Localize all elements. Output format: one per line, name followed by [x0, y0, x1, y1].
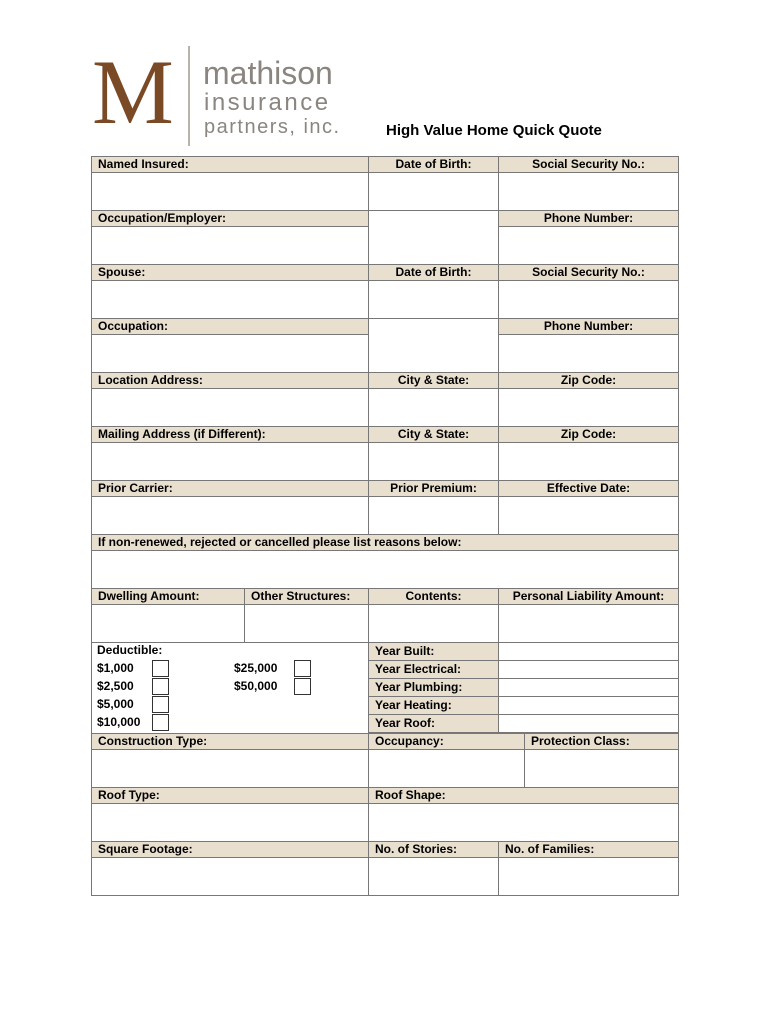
spouse-label: Spouse:: [91, 264, 369, 281]
phone-number-label: Phone Number:: [498, 210, 679, 227]
year-roof-label: Year Roof:: [368, 714, 499, 733]
year-heating-label: Year Heating:: [368, 696, 499, 715]
spouse-ssn-field[interactable]: [498, 280, 679, 319]
form-title: High Value Home Quick Quote: [386, 122, 602, 139]
other-structures-field[interactable]: [244, 604, 369, 643]
ssn-field[interactable]: [498, 172, 679, 211]
deductible-1000-checkbox[interactable]: [152, 660, 169, 677]
year-heating-field[interactable]: [498, 696, 679, 715]
roof-type-label: Roof Type:: [91, 787, 369, 804]
prior-carrier-label: Prior Carrier:: [91, 480, 369, 497]
blank-cell: [368, 210, 499, 265]
prior-carrier-field[interactable]: [91, 496, 369, 535]
effective-date-field[interactable]: [498, 496, 679, 535]
deductible-5000-checkbox[interactable]: [152, 696, 169, 713]
location-address-field[interactable]: [91, 388, 369, 427]
dwelling-amount-label: Dwelling Amount:: [91, 588, 245, 605]
square-footage-label: Square Footage:: [91, 841, 369, 858]
spouse-dob-label: Date of Birth:: [368, 264, 499, 281]
personal-liability-label: Personal Liability Amount:: [498, 588, 679, 605]
named-insured-field[interactable]: [91, 172, 369, 211]
deductible-10000-checkbox[interactable]: [152, 714, 169, 731]
spouse-phone-label: Phone Number:: [498, 318, 679, 335]
deductible-25000-label: $25,000: [234, 661, 278, 675]
personal-liability-field[interactable]: [498, 604, 679, 643]
mailing-address-label: Mailing Address (if Different):: [91, 426, 369, 443]
occupation-label: Occupation:: [91, 318, 369, 335]
city-state-label: City & State:: [368, 372, 499, 389]
deductible-25000-checkbox[interactable]: [294, 660, 311, 677]
roof-type-field[interactable]: [91, 803, 369, 842]
deductible-1000-label: $1,000: [97, 661, 134, 675]
occupation-employer-field[interactable]: [91, 226, 369, 265]
mailing-address-field[interactable]: [91, 442, 369, 481]
no-of-families-field[interactable]: [498, 857, 679, 896]
no-of-stories-label: No. of Stories:: [368, 841, 499, 858]
mailing-zip-label: Zip Code:: [498, 426, 679, 443]
dwelling-amount-field[interactable]: [91, 604, 245, 643]
occupancy-label: Occupancy:: [368, 733, 525, 750]
occupancy-field[interactable]: [368, 749, 525, 788]
blank-cell: [368, 318, 499, 373]
deductible-10000-label: $10,000: [97, 715, 141, 729]
logo-monogram: M: [92, 41, 170, 143]
date-of-birth-label: Date of Birth:: [368, 156, 499, 173]
spouse-ssn-label: Social Security No.:: [498, 264, 679, 281]
year-electrical-field[interactable]: [498, 660, 679, 679]
spouse-dob-field[interactable]: [368, 280, 499, 319]
no-of-families-label: No. of Families:: [498, 841, 679, 858]
deductible-50000-label: $50,000: [234, 679, 278, 693]
occupation-field[interactable]: [91, 334, 369, 373]
square-footage-field[interactable]: [91, 857, 369, 896]
zip-code-field[interactable]: [498, 388, 679, 427]
phone-number-field[interactable]: [498, 226, 679, 265]
named-insured-label: Named Insured:: [91, 156, 369, 173]
city-state-field[interactable]: [368, 388, 499, 427]
year-electrical-label: Year Electrical:: [368, 660, 499, 679]
deductible-5000-label: $5,000: [97, 697, 134, 711]
protection-class-field[interactable]: [524, 749, 679, 788]
deductible-label: Deductible:: [97, 643, 163, 657]
logo-text-line2: insurance: [204, 89, 331, 116]
roof-shape-field[interactable]: [368, 803, 679, 842]
contents-field[interactable]: [368, 604, 499, 643]
prior-premium-label: Prior Premium:: [368, 480, 499, 497]
mailing-city-state-label: City & State:: [368, 426, 499, 443]
location-address-label: Location Address:: [91, 372, 369, 389]
logo-divider: [188, 46, 190, 146]
contents-label: Contents:: [368, 588, 499, 605]
zip-code-label: Zip Code:: [498, 372, 679, 389]
roof-shape-label: Roof Shape:: [368, 787, 679, 804]
ssn-label: Social Security No.:: [498, 156, 679, 173]
spouse-phone-field[interactable]: [498, 334, 679, 373]
year-roof-field[interactable]: [498, 714, 679, 733]
prior-premium-field[interactable]: [368, 496, 499, 535]
date-of-birth-field[interactable]: [368, 172, 499, 211]
occupation-employer-label: Occupation/Employer:: [91, 210, 369, 227]
mailing-zip-field[interactable]: [498, 442, 679, 481]
deductible-2500-label: $2,500: [97, 679, 134, 693]
logo-text-line1: mathison: [203, 55, 333, 91]
deductible-2500-checkbox[interactable]: [152, 678, 169, 695]
mailing-city-state-field[interactable]: [368, 442, 499, 481]
protection-class-label: Protection Class:: [524, 733, 679, 750]
deductible-50000-checkbox[interactable]: [294, 678, 311, 695]
other-structures-label: Other Structures:: [244, 588, 369, 605]
construction-type-field[interactable]: [91, 749, 369, 788]
logo-text-line3: partners, inc.: [204, 116, 341, 138]
year-plumbing-field[interactable]: [498, 678, 679, 697]
nonrenewed-label: If non-renewed, rejected or cancelled please list reasons below:: [91, 534, 679, 551]
spouse-field[interactable]: [91, 280, 369, 319]
year-built-label: Year Built:: [368, 642, 499, 661]
construction-type-label: Construction Type:: [91, 733, 369, 750]
year-plumbing-label: Year Plumbing:: [368, 678, 499, 697]
no-of-stories-field[interactable]: [368, 857, 499, 896]
effective-date-label: Effective Date:: [498, 480, 679, 497]
year-built-field[interactable]: [498, 642, 679, 661]
nonrenewed-reasons-field[interactable]: [91, 550, 679, 589]
